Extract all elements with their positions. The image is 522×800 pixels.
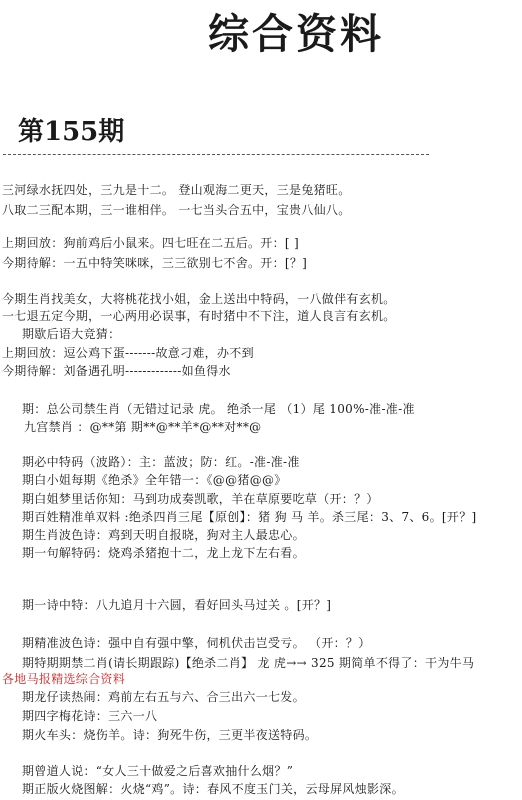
- text-line: 一七退五定今期，一心两用必误事，有时猪中不下注，道人良言有玄机。: [2, 309, 396, 323]
- text-line: 期白小姐每期《绝杀》全年错一：《@@猪@@》: [22, 473, 287, 487]
- text-line: 期：总公司禁生肖（无错过记录 虎。 绝杀一尾 （1）尾 100%-准-准-准: [22, 402, 415, 416]
- divider: [3, 154, 429, 155]
- text-line: 期白姐梦里话你知：马到功成奏凯歌，羊在草原要吃草（开：？）: [22, 492, 379, 506]
- text-line: 期一句解特码：烧鸡杀猪抱十二，龙上龙下左右看。: [22, 546, 305, 560]
- text-line: 期生肖波色诗：鸡到天明自报晓，狗对主人最忠心。: [22, 528, 305, 542]
- text-line: 九宫禁肖 ：@**第 期**@**羊*@**对**@: [24, 420, 262, 434]
- text-line: 期火车头：烧伤羊。诗：狗死牛伤，三更半夜送特码。: [22, 728, 318, 742]
- text-line: 期歇后语大竞猜：: [22, 327, 121, 341]
- page-title: 综合资料: [208, 10, 384, 58]
- text-line: 三河绿水抚四处，三九是十二。 登山观海二更天，三是兔猪旺。: [2, 183, 351, 197]
- text-line: 今期待解：刘备遇孔明-------------如鱼得水: [2, 364, 231, 378]
- text-line: 上期回放：狗前鸡后小鼠来。四七旺在二五后。开：[ ]: [2, 236, 299, 250]
- red-heading: 各地马报精选综合资料: [2, 672, 126, 686]
- text-line: 期正版火烧图解：火烧“鸡”。诗：春风不度玉门关，云母屏风烛影深。: [22, 782, 404, 796]
- text-line: 期四字梅花诗：三六一八: [22, 709, 158, 723]
- text-line: 期曾道人说：“女人三十做爱之后喜欢抽什么烟？”: [22, 764, 294, 778]
- text-line: 期必中特码（波路）：主：蓝波；防：红。-准-准-准: [22, 455, 300, 469]
- text-line: 期特期期禁二肖(请长期跟踪)【绝杀二肖】 龙 虎→→ 325 期简单不得了：干为牛马: [22, 656, 475, 670]
- text-line: 期百姓精准单双料 :绝杀四肖三尾【原创】：猪 狗 马 羊。杀三尾：3、7、6。[开？]: [22, 510, 477, 524]
- text-line: 期龙仔读热闹：鸡前左右五与六、合三出六一七发。: [22, 690, 305, 704]
- text-line: 期一诗中特：八九追月十六圆，看好回头马过关 。[开？]: [22, 598, 332, 612]
- issue-number: 第155期: [18, 117, 125, 147]
- text-line: 上期回放：逗公鸡下蛋-------故意刁难，办不到: [2, 346, 254, 360]
- text-line: 八取二三配本期，三一谁相伴。 一七当头合五中，宝贵八仙八。: [2, 203, 351, 217]
- text-line: 今期待解：一五中特笑咪咪，三三欲别七不舍。开：[？]: [2, 256, 308, 270]
- text-line: 今期生肖找美女，大将桃花找小姐，金上送出中特码，一八做伴有玄机。: [2, 292, 396, 306]
- text-line: 期精准波色诗：强中自有强中擎，伺机伏击岂受亏。 （开：？）: [22, 636, 371, 650]
